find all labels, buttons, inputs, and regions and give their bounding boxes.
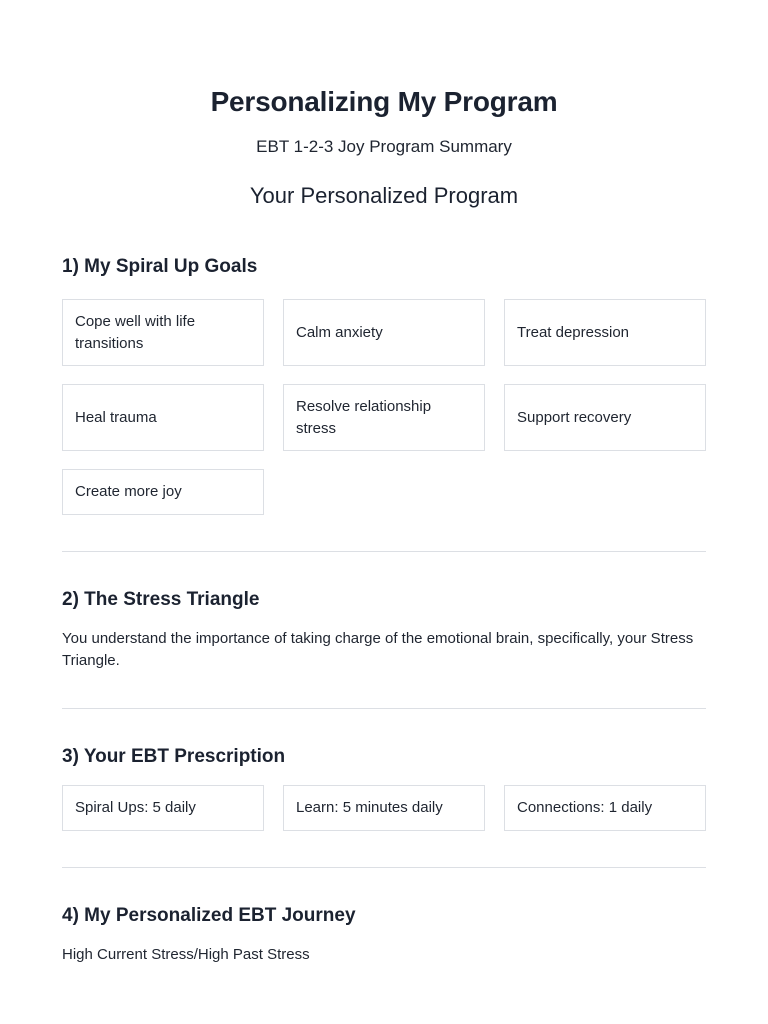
goal-label: Treat depression: [517, 323, 630, 341]
goal-label: Support recovery: [517, 408, 632, 426]
journey-text: High Current Stress/High Past Stress: [62, 946, 310, 963]
stress-triangle-text: You understand the importance of taking charge of the emotional brain, specifically, your Stress Triangle.: [62, 630, 694, 669]
goal-card: [62, 384, 264, 451]
goal-label: Cope well with life transitions: [75, 312, 196, 352]
goal-label: Resolve relationship stress: [296, 397, 432, 437]
section-divider: [62, 708, 706, 709]
prescription-card: [283, 785, 485, 831]
goal-label: Heal trauma: [75, 408, 157, 426]
goal-card: [504, 299, 706, 366]
section-divider: [62, 551, 706, 552]
stress-triangle-heading: 2) The Stress Triangle: [62, 589, 260, 610]
goal-card: [62, 299, 264, 366]
journey-heading: 4) My Personalized EBT Journey: [62, 905, 356, 926]
prescription-label: Learn: 5 minutes daily: [296, 799, 443, 816]
section-divider: [62, 867, 706, 868]
goal-card: [283, 384, 485, 451]
prescription-label: Spiral Ups: 5 daily: [75, 799, 196, 816]
goal-card: [504, 384, 706, 451]
goals-heading: 1) My Spiral Up Goals: [62, 256, 258, 277]
prescription-label: Connections: 1 daily: [517, 799, 653, 816]
section-title: Your Personalized Program: [249, 183, 519, 208]
goal-card: [62, 469, 264, 515]
prescription-card: [504, 785, 706, 831]
goal-label: Calm anxiety: [296, 323, 383, 341]
goal-label: Create more joy: [75, 483, 182, 500]
prescription-heading: 3) Your EBT Prescription: [62, 746, 286, 767]
page-title: Personalizing My Program: [210, 86, 558, 117]
prescription-card: [62, 785, 264, 831]
goal-card: [283, 299, 485, 366]
page-subtitle: EBT 1-2-3 Joy Program Summary: [256, 137, 512, 156]
